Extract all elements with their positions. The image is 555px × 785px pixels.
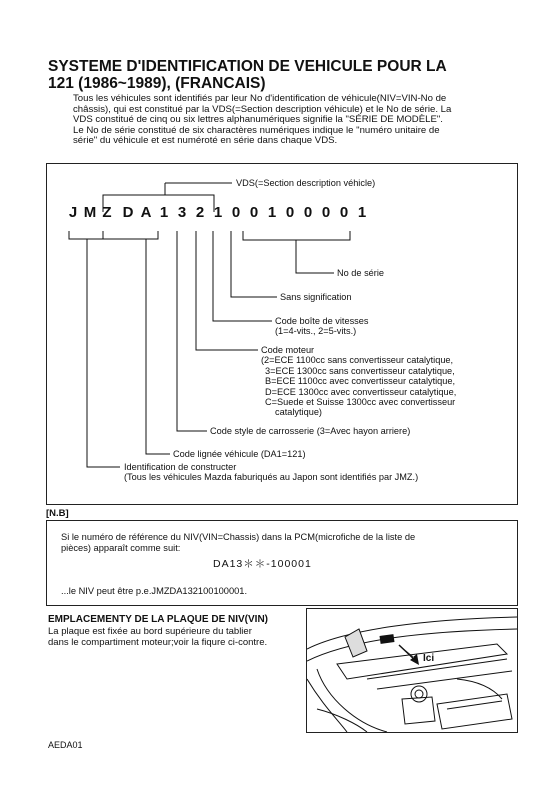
vehicle-line-label: Code lignée véhicule (DA1=121) [173, 449, 306, 459]
nb-line-2: pièces) apparaît comme suit: [61, 543, 181, 553]
pointer-label: Ici [423, 653, 435, 664]
vin-char: A [140, 204, 152, 221]
vin-char: 1 [357, 204, 367, 221]
intro-line: châssis), qui est constitué par la VDS(=Section description véhicule) et le No de série. La [73, 103, 452, 115]
vin-char: 1 [159, 204, 169, 221]
intro-line: VDS constitué de cinq ou six lettres alphanumériques signifie la "SÉRIE DE MODÈLE". [73, 114, 443, 126]
gearbox-code-label [275, 316, 368, 337]
no-meaning-label: Sans signification [280, 292, 352, 302]
vin-char: 0 [285, 204, 295, 221]
nb-example: ...le NIV peut être p.e.JMZDA132100100001. [61, 586, 248, 596]
vin-char: Z [102, 204, 112, 221]
manufacturer-label [124, 462, 418, 483]
engine-compartment-drawing [307, 609, 517, 732]
vin-char: 3 [177, 204, 187, 221]
engine-line: 3=ECE 1300cc sans convertisseur catalytique, [265, 365, 455, 376]
vin-char: D [122, 204, 134, 221]
vin-char: 2 [195, 204, 205, 221]
vin-char: 0 [249, 204, 259, 221]
title-line-1: SYSTEME D'IDENTIFICATION DE VEHICULE POUR LA [48, 58, 447, 75]
intro-line: Le No de série constitué de six charactères numériques indique le "numéro unitaire de [73, 124, 440, 136]
vin-char: 1 [213, 204, 223, 221]
vin-char: 0 [339, 204, 349, 221]
engine-code-label [261, 345, 456, 418]
vin-char: 0 [321, 204, 331, 221]
title-line-2: 121 (1986~1989), (FRANCAIS) [48, 75, 266, 92]
manufacturer-line: (Tous les véhicules Mazda faburiqués au Japon sont identifiés par JMZ.) [124, 472, 419, 483]
gearbox-line: Code boîte de vitesses [275, 316, 369, 326]
engine-line: catalytique) [275, 407, 322, 418]
serial-number-label: No de série [337, 268, 384, 278]
nb-label: [N.B] [46, 508, 69, 519]
vin-char: J [68, 204, 78, 221]
plate-line: dans le compartiment moteur;voir la fiqure ci-contre. [48, 636, 268, 648]
engine-line: C=Suede et Suisse 1300cc avec convertisseur [265, 397, 456, 408]
vin-char: 1 [267, 204, 277, 221]
nb-box [46, 520, 518, 606]
engine-line: B=ECE 1100cc avec convertisseur catalytique, [265, 376, 456, 387]
engine-line: D=ECE 1300cc avec convertisseur catalytique, [265, 386, 457, 397]
plate-description [48, 627, 298, 649]
vin-char: 0 [231, 204, 241, 221]
vin-char: 0 [303, 204, 313, 221]
plate-section-title: EMPLACEMENTY DE LA PLAQUE DE NIV(VIN) [48, 614, 269, 625]
nb-line-1: Si le numéro de référence du NIV(VIN=Chassis) dans la PCM(microfiche de la liste de [61, 532, 416, 542]
vin-char: M [83, 204, 97, 221]
manufacturer-line: Identification de constructer [124, 462, 237, 472]
intro-line: Tous les véhicules sont identifiés par leur No d'identification de véhicule(NIV=VIN-No de [73, 93, 447, 104]
vin-plate [380, 634, 395, 644]
engine-compartment-figure [306, 608, 518, 733]
nb-part-code: DA13＊＊-100001 [213, 558, 312, 570]
plate-line: La plaque est fixée au bord supérieure du tablier [48, 626, 252, 637]
footer-code: AEDA01 [48, 740, 83, 750]
body-style-label: Code style de carrosserie (3=Avec hayon arriere) [210, 426, 411, 436]
engine-line: (2=ECE 1100cc sans convertisseur catalytique, [261, 355, 454, 366]
gearbox-line: (1=4-vits., 2=5-vits.) [275, 326, 357, 337]
intro-line: série" du véhicule et est numéroté en série dans chaque VDS. [73, 135, 338, 147]
vds-label: VDS(=Section description véhicle) [236, 178, 376, 188]
engine-line: Code moteur [261, 345, 315, 355]
